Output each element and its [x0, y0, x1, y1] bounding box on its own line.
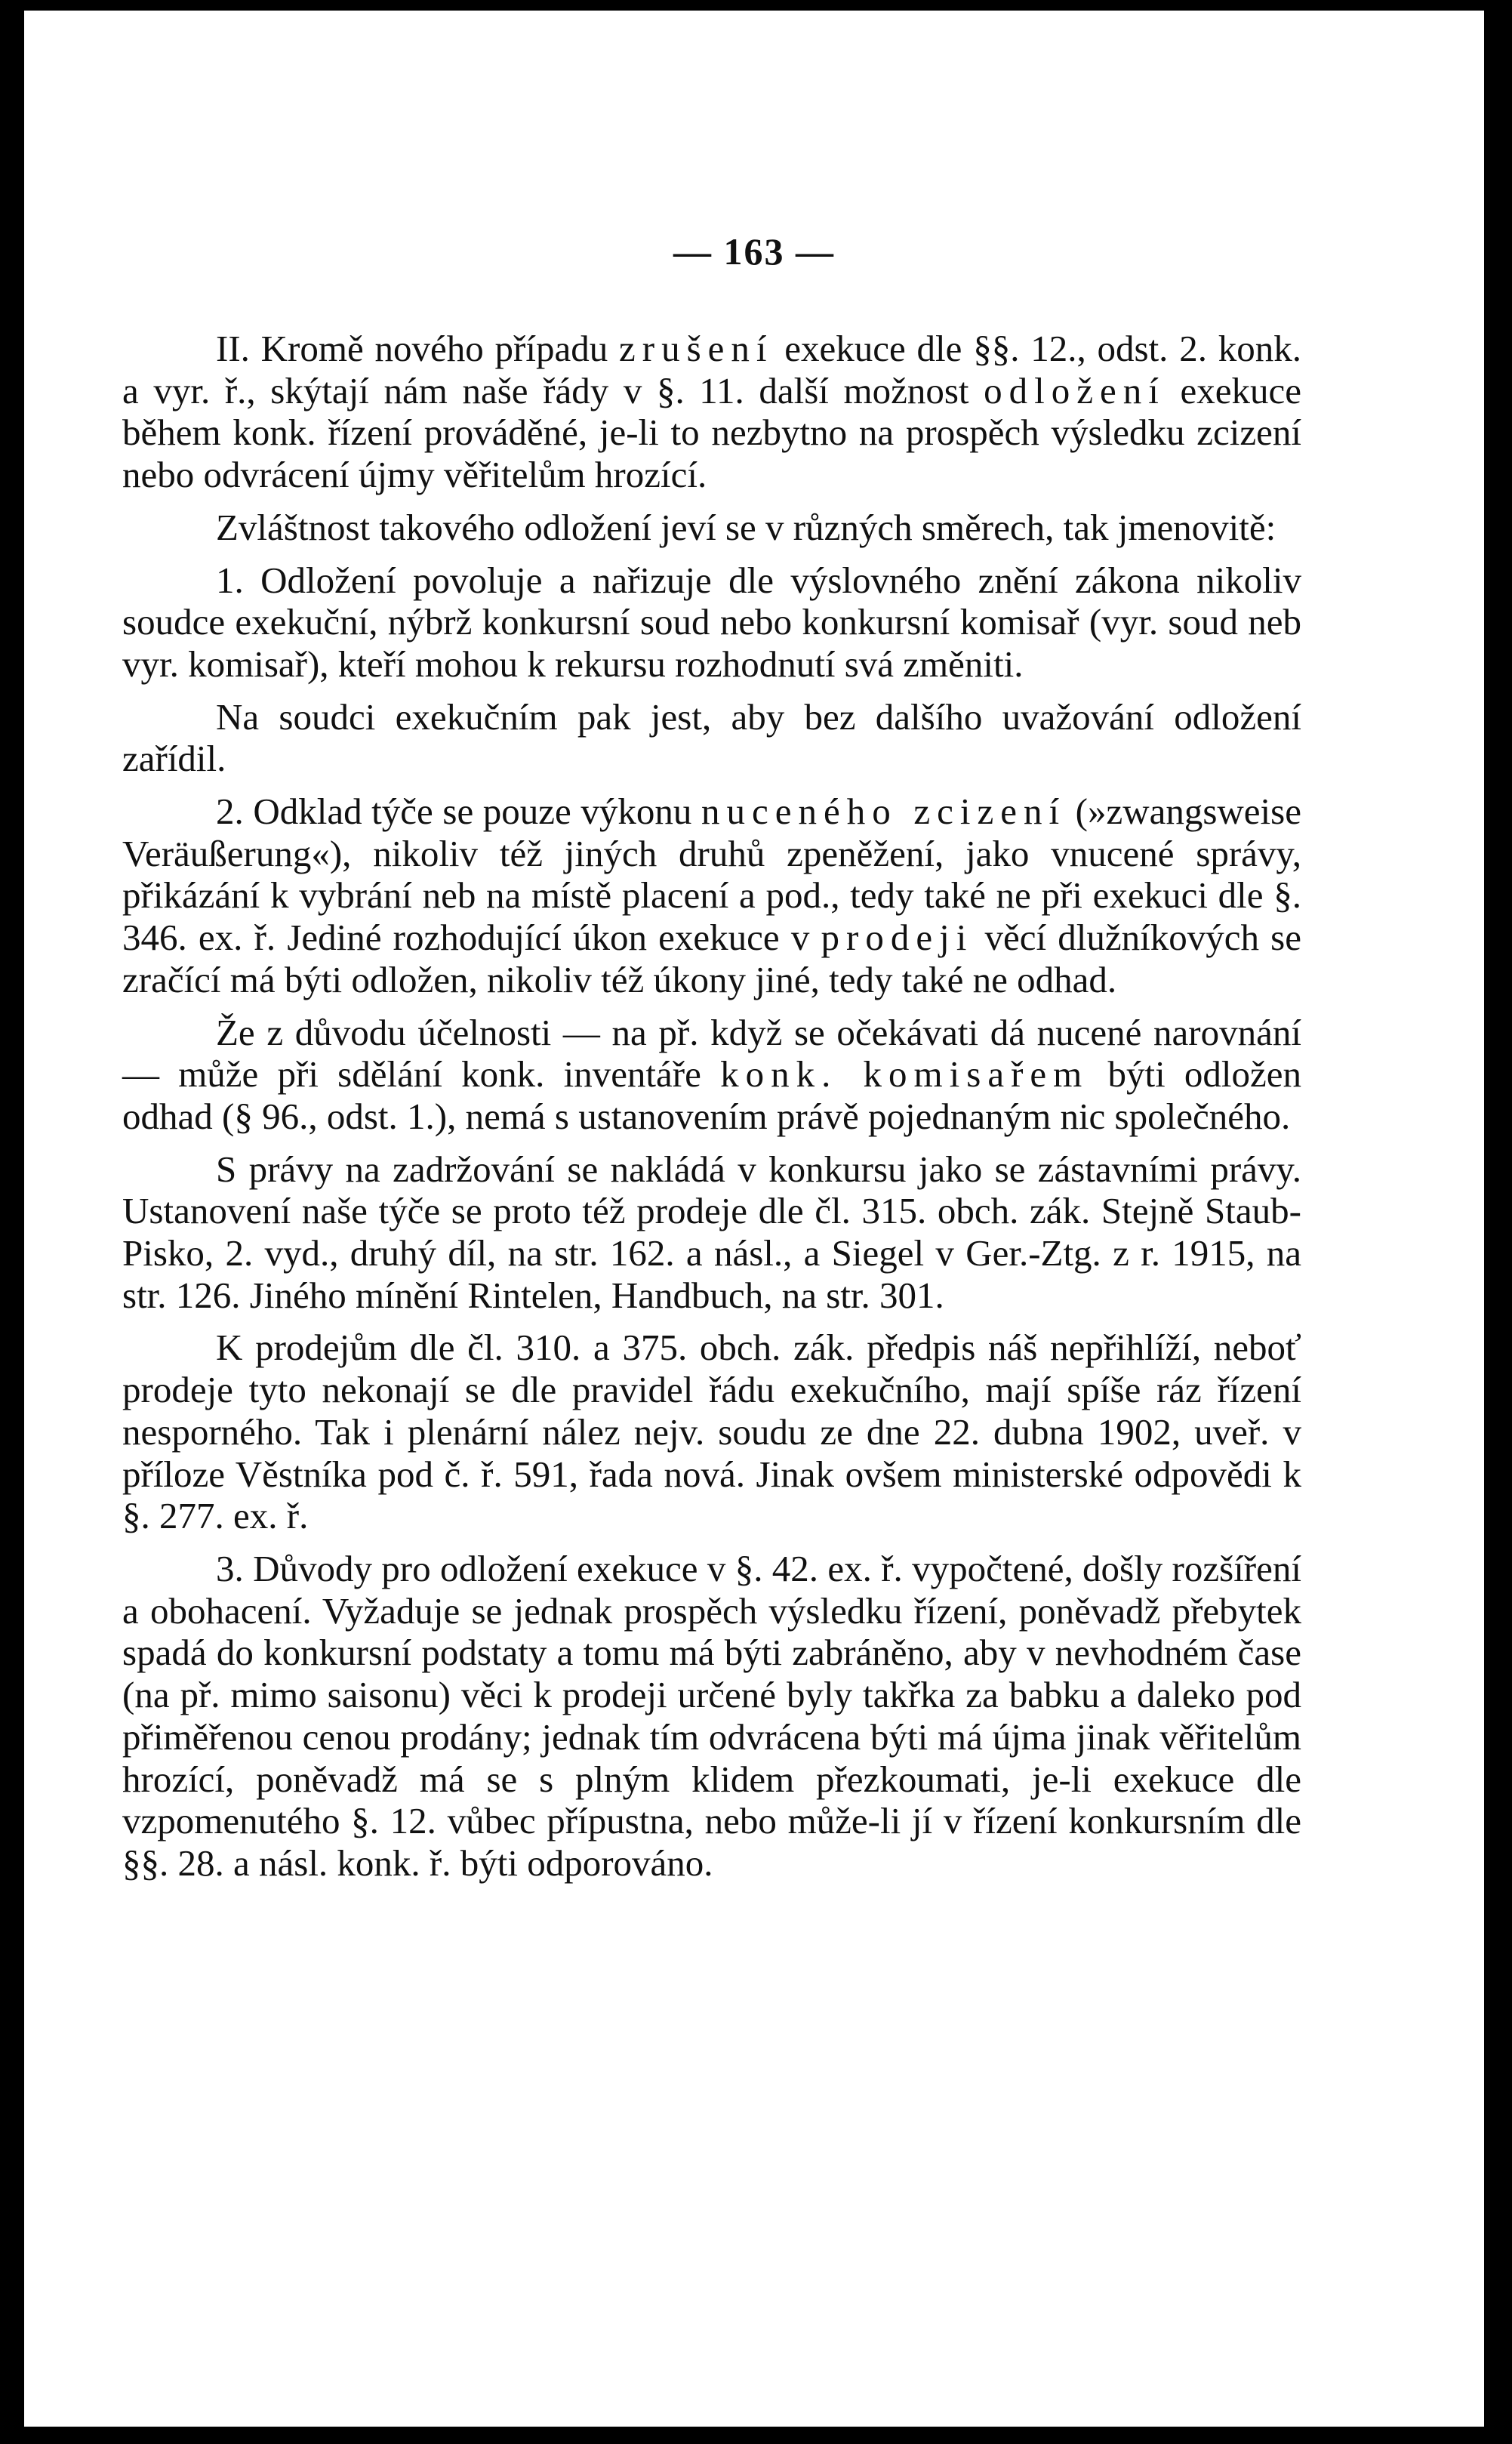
text-run: 2. Odklad týče se pouze výkonu — [216, 791, 701, 833]
paragraph — [122, 1148, 1301, 1317]
paragraph — [122, 696, 1301, 780]
page-number: — 163 — — [673, 230, 835, 273]
paragraph — [122, 328, 1301, 496]
text-run: 1. Odložení povoluje a nařizuje dle výslovného znění zákona nikoliv soudce exekuční, nýbrž konkursní soud nebo konkursní komisař (vyr. soud neb vyr. komisař), kteří mohou k rekursu rozhodnutí svá změniti. — [122, 559, 1301, 685]
scanned-page — [24, 11, 1484, 2427]
text-run: II. Kromě nového případu — [216, 328, 619, 369]
spaced-emphasis: prodeji — [821, 917, 974, 959]
text-run: věcí dlužníkových se zračící má býti odložen, nikoliv též úkony jiné, tedy také ne odhad. — [122, 917, 1301, 1000]
text-run: 3. Důvody pro odložení exekuce v §. 42. ex. ř. vypočtené, došly rozšíření a obohacení. Vyžaduje se jednak prospěch výsledku řízení, poněvadž přebytek spadá do konkursní podstaty a tomu má býti zabráněno, aby v nevhodném čase (na př. mimo saisonu) věci k prodeji určené byly takřka za babku a daleko pod přiměřenou cenou prodány; jednak tím odvrácena býti má újma jinak věřitelům hrozící, poněvadž má se s plným klidem přezkoumati, je-li exekuce dle vzpomenutého §. 12. vůbec přípustna, nebo může-li jí v řízení konkursním dle §§. 28. a násl. konk. ř. býti odporováno. — [122, 1547, 1301, 1884]
body-text — [122, 328, 1301, 1895]
paragraph — [122, 1548, 1301, 1885]
text-run: exekuce během konk. řízení prováděné, je-li to nezbytno na prospěch výsledku zcizení nebo odvrácení újmy věřitelům hrozící. — [122, 369, 1301, 496]
spaced-emphasis: zrušení — [619, 328, 774, 369]
paragraph — [122, 1327, 1301, 1537]
paragraph — [122, 1012, 1301, 1138]
paragraph — [122, 559, 1301, 686]
text-run: K prodejům dle čl. 310. a 375. obch. zák. předpis náš nepřihlíží, neboť prodeje tyto nekonají se dle pravidel řádu exekučního, mají spíše ráz řízení nesporného. Tak i plenární nález nejv. soudu ze dne 22. dubna 1902, uveř. v příloze Věstníka pod č. ř. 591, řada nová. Jinak ovšem ministerské odpovědi k §. 277. ex. ř. — [122, 1327, 1301, 1537]
text-run: S právy na zadržování se nakládá v konkursu jako se zástavními právy. Ustanovení naše týče se proto též prodeje dle čl. 315. obch. zák. Stejně Staub-Pisko, 2. vyd., druhý díl, na str. 162. a násl., a Siegel v Ger.-Ztg. z r. 1915, na str. 126. Jiného mínění Rintelen, Handbuch, na str. 301. — [122, 1148, 1301, 1316]
text-run: (»zwangsweise Veräußerung«), nikoliv též jiných druhů zpeněžení, jako vnucené správy, přikázání k vybrání neb na místě placení a pod., tedy také ne při exekuci dle §. 346. ex. ř. Jediné rozhodující úkon exekuce v — [122, 791, 1301, 959]
spaced-emphasis: odložení — [984, 369, 1166, 411]
text-run: Na soudci exekučním pak jest, aby bez dalšího uvažování odložení zařídil. — [122, 695, 1301, 780]
spaced-emphasis: nuceného zcizení — [701, 791, 1067, 833]
paragraph — [122, 791, 1301, 1001]
text-run: Zvláštnost takového odložení jeví se v různých směrech, tak jmenovitě: — [216, 506, 1276, 548]
paragraph — [122, 507, 1301, 549]
spaced-emphasis: konk. komisařem — [720, 1053, 1089, 1096]
text-run: exekuce dle §§. 12., odst. 2. konk. a vyr. ř., skýtají nám naše řády v §. 11. další možnost — [122, 328, 1301, 411]
text-run: býti odložen odhad (§ 96., odst. 1.), nemá s ustanovením právě pojednaným nic společného. — [122, 1053, 1301, 1137]
text-run: Že z důvodu účelnosti — na př. když se očekávati dá nucené narovnání — může při sdělání konk. inventáře — [122, 1011, 1301, 1096]
